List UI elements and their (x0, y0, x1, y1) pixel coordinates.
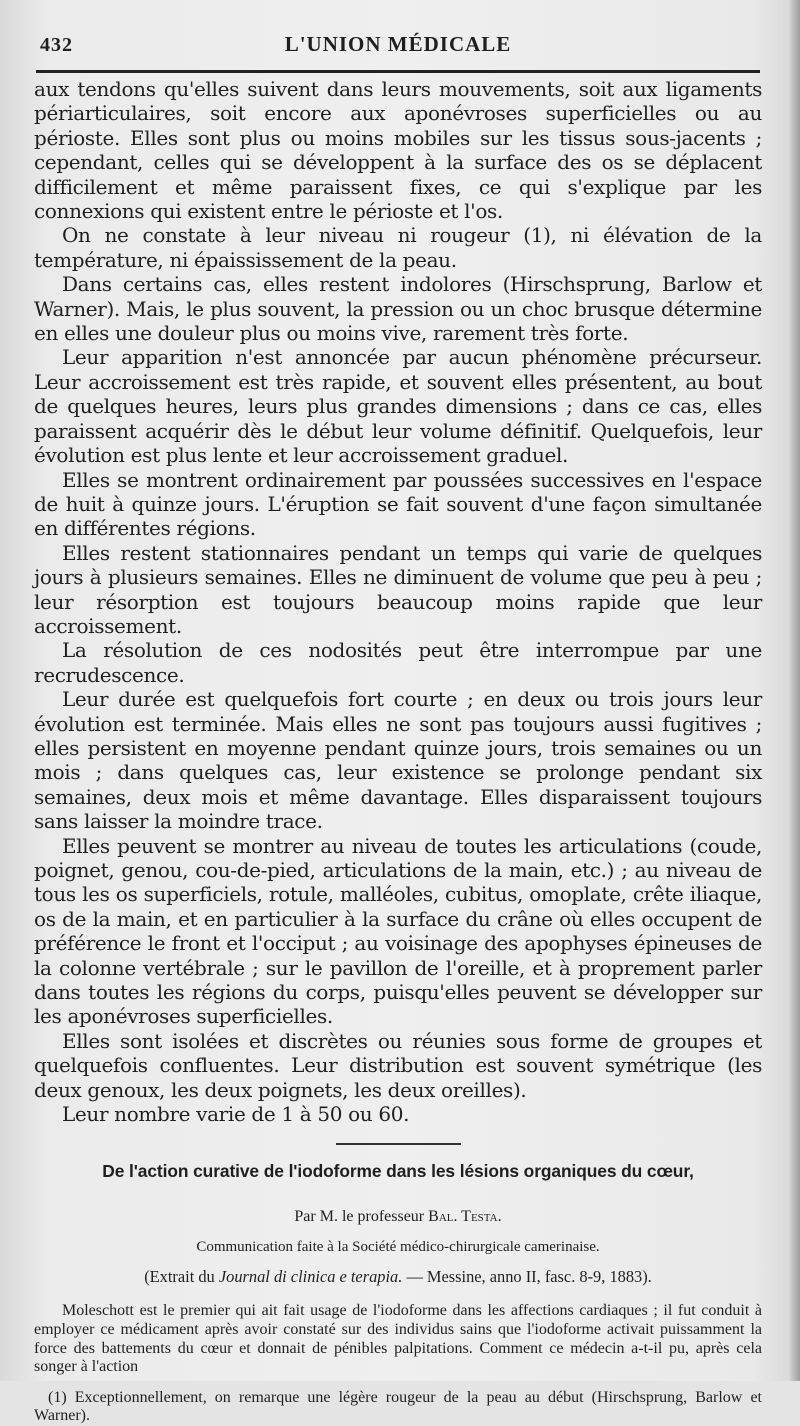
paragraph: Elles sont isolées et discrètes ou réunies sous forme de groupes et quelquefois confluentes. Leur distribution est souvent symétrique (les deux genoux, les deux poignets, les deux oreilles). (34, 1028, 762, 1102)
paragraph: La résolution de ces nodosités peut être interrompue par une recrudescence. (34, 638, 762, 687)
source-citation (34, 1267, 762, 1287)
paragraph: Dans certains cas, elles restent indolores (Hirschsprung, Barlow et Warner). Mais, le plus souvent, la pression ou un choc brusque détermine en elles une douleur plus ou moins vive, rarement très forte. (34, 272, 762, 346)
journal-title: L'UNION MÉDICALE (284, 32, 512, 56)
author-prefix: Par M. le professeur (294, 1208, 425, 1226)
paragraph: Leur apparition n'est annoncée par aucun phénomène précurseur. Leur accroissement est très rapide, et souvent elles présentent, au bout de quelques heures, leurs plus grandes dimensions ; dans ce cas, elles paraissent acquérir dès le début leur volume définitif. Quelquefois, leur évolution est plus lente et leur accroissement graduel. (34, 345, 762, 468)
paragraph-continued: aux tendons qu'elles suivent dans leurs mouvements, soit aux ligaments périarticulaires, soit encore aux aponévroses superficielles ou au périoste. Elles sont plus ou moins mobiles sur les tissus sous-jacents ; cependant, celles qui se développent à la surface des os se déplacent difficilement et même paraissent fixes, ce qui s'explique par les connexions qui existent entre le périoste et l'os. (34, 77, 762, 224)
paragraph: Elles se montrent ordinairement par poussées successives en l'espace de huit à quinze jours. L'éruption se fait souvent d'une façon simultanée en différentes régions. (34, 467, 762, 541)
footnote-text: (1) Exceptionnellement, on remarque une légère rougeur de la peau au début (Hirschsprung, Barlow et Warner). (34, 1388, 762, 1425)
paragraph: Leur nombre varie de 1 à 50 ou 60. (62, 1102, 410, 1127)
communication-note: Communication faite à la Société médico-chirurgicale camerinaise. (196, 1239, 600, 1256)
article-body (34, 1302, 762, 1376)
paragraph: Elles peuvent se montrer au niveau de toutes les articulations (coude, poignet, genou, cou-de-pied, articulations de la main, etc.) ; au niveau de tous les os superficiels, rotule, malléoles, cubitus, omoplate, crête iliaque, os de la main, et en particulier à la surface du crâne où elles occupent de préférence le front et l'occiput ; au voisinage des apophyses épineuses de la colonne vertébrale ; sur le pavillon de l'oreille, et à proprement parler dans toutes les régions du corps, puisqu'elles peuvent se développer sur les aponévroses superficielles. (34, 833, 762, 1029)
paragraph: On ne constate à leur niveau ni rougeur (1), ni élévation de la température, ni épaississement de la peau. (34, 223, 762, 272)
paragraph: Elles restent stationnaires pendant un temps qui varie de quelques jours à plusieurs semaines. Elles ne diminuent de volume que peu à peu ; leur résorption est toujours beaucoup moins rapide que leur accroissement. (34, 540, 762, 638)
extract-prefix: (Extrait du (144, 1267, 215, 1287)
header-rule (36, 70, 760, 73)
running-header (34, 30, 762, 60)
author-name: Bal. Testa. (428, 1208, 502, 1226)
main-text (34, 77, 762, 1126)
section-divider (336, 1143, 461, 1145)
book-spine-shadow (790, 0, 800, 1381)
footnote (34, 1389, 762, 1426)
extract-suffix: — Messine, anno II, fasc. 8-9, 1883). (406, 1267, 652, 1287)
article-author (34, 1208, 762, 1226)
journal-name: Journal di clinica e terapia. (218, 1267, 403, 1287)
page-number: 432 (40, 34, 73, 56)
article-paragraph: Moleschott est le premier qui ait fait usage de l'iodoforme dans les affections cardiaques ; il fut conduit à employer ce médicament après avoir constaté sur des individus sains que l'iodoforme activait puissamment la force des battements du cœur et donnait de pénibles palpitations. Comment ce médecin a-t-il pu, après cela songer à l'action (34, 1302, 762, 1376)
paragraph: Leur durée est quelquefois fort courte ; en deux ou trois jours leur évolution est terminée. Mais elles ne sont pas toujours aussi fugitives ; elles persistent en moyenne pendant quinze jours, trois semaines ou un mois ; dans quelques cas, leur existence se prolonge pendant six semaines, deux mois et même davantage. Elles disparaissent toujours sans laisser la moindre trace. (34, 687, 762, 834)
article-title: De l'action curative de l'iodoforme dans les lésions organiques du cœur, (102, 1161, 694, 1182)
